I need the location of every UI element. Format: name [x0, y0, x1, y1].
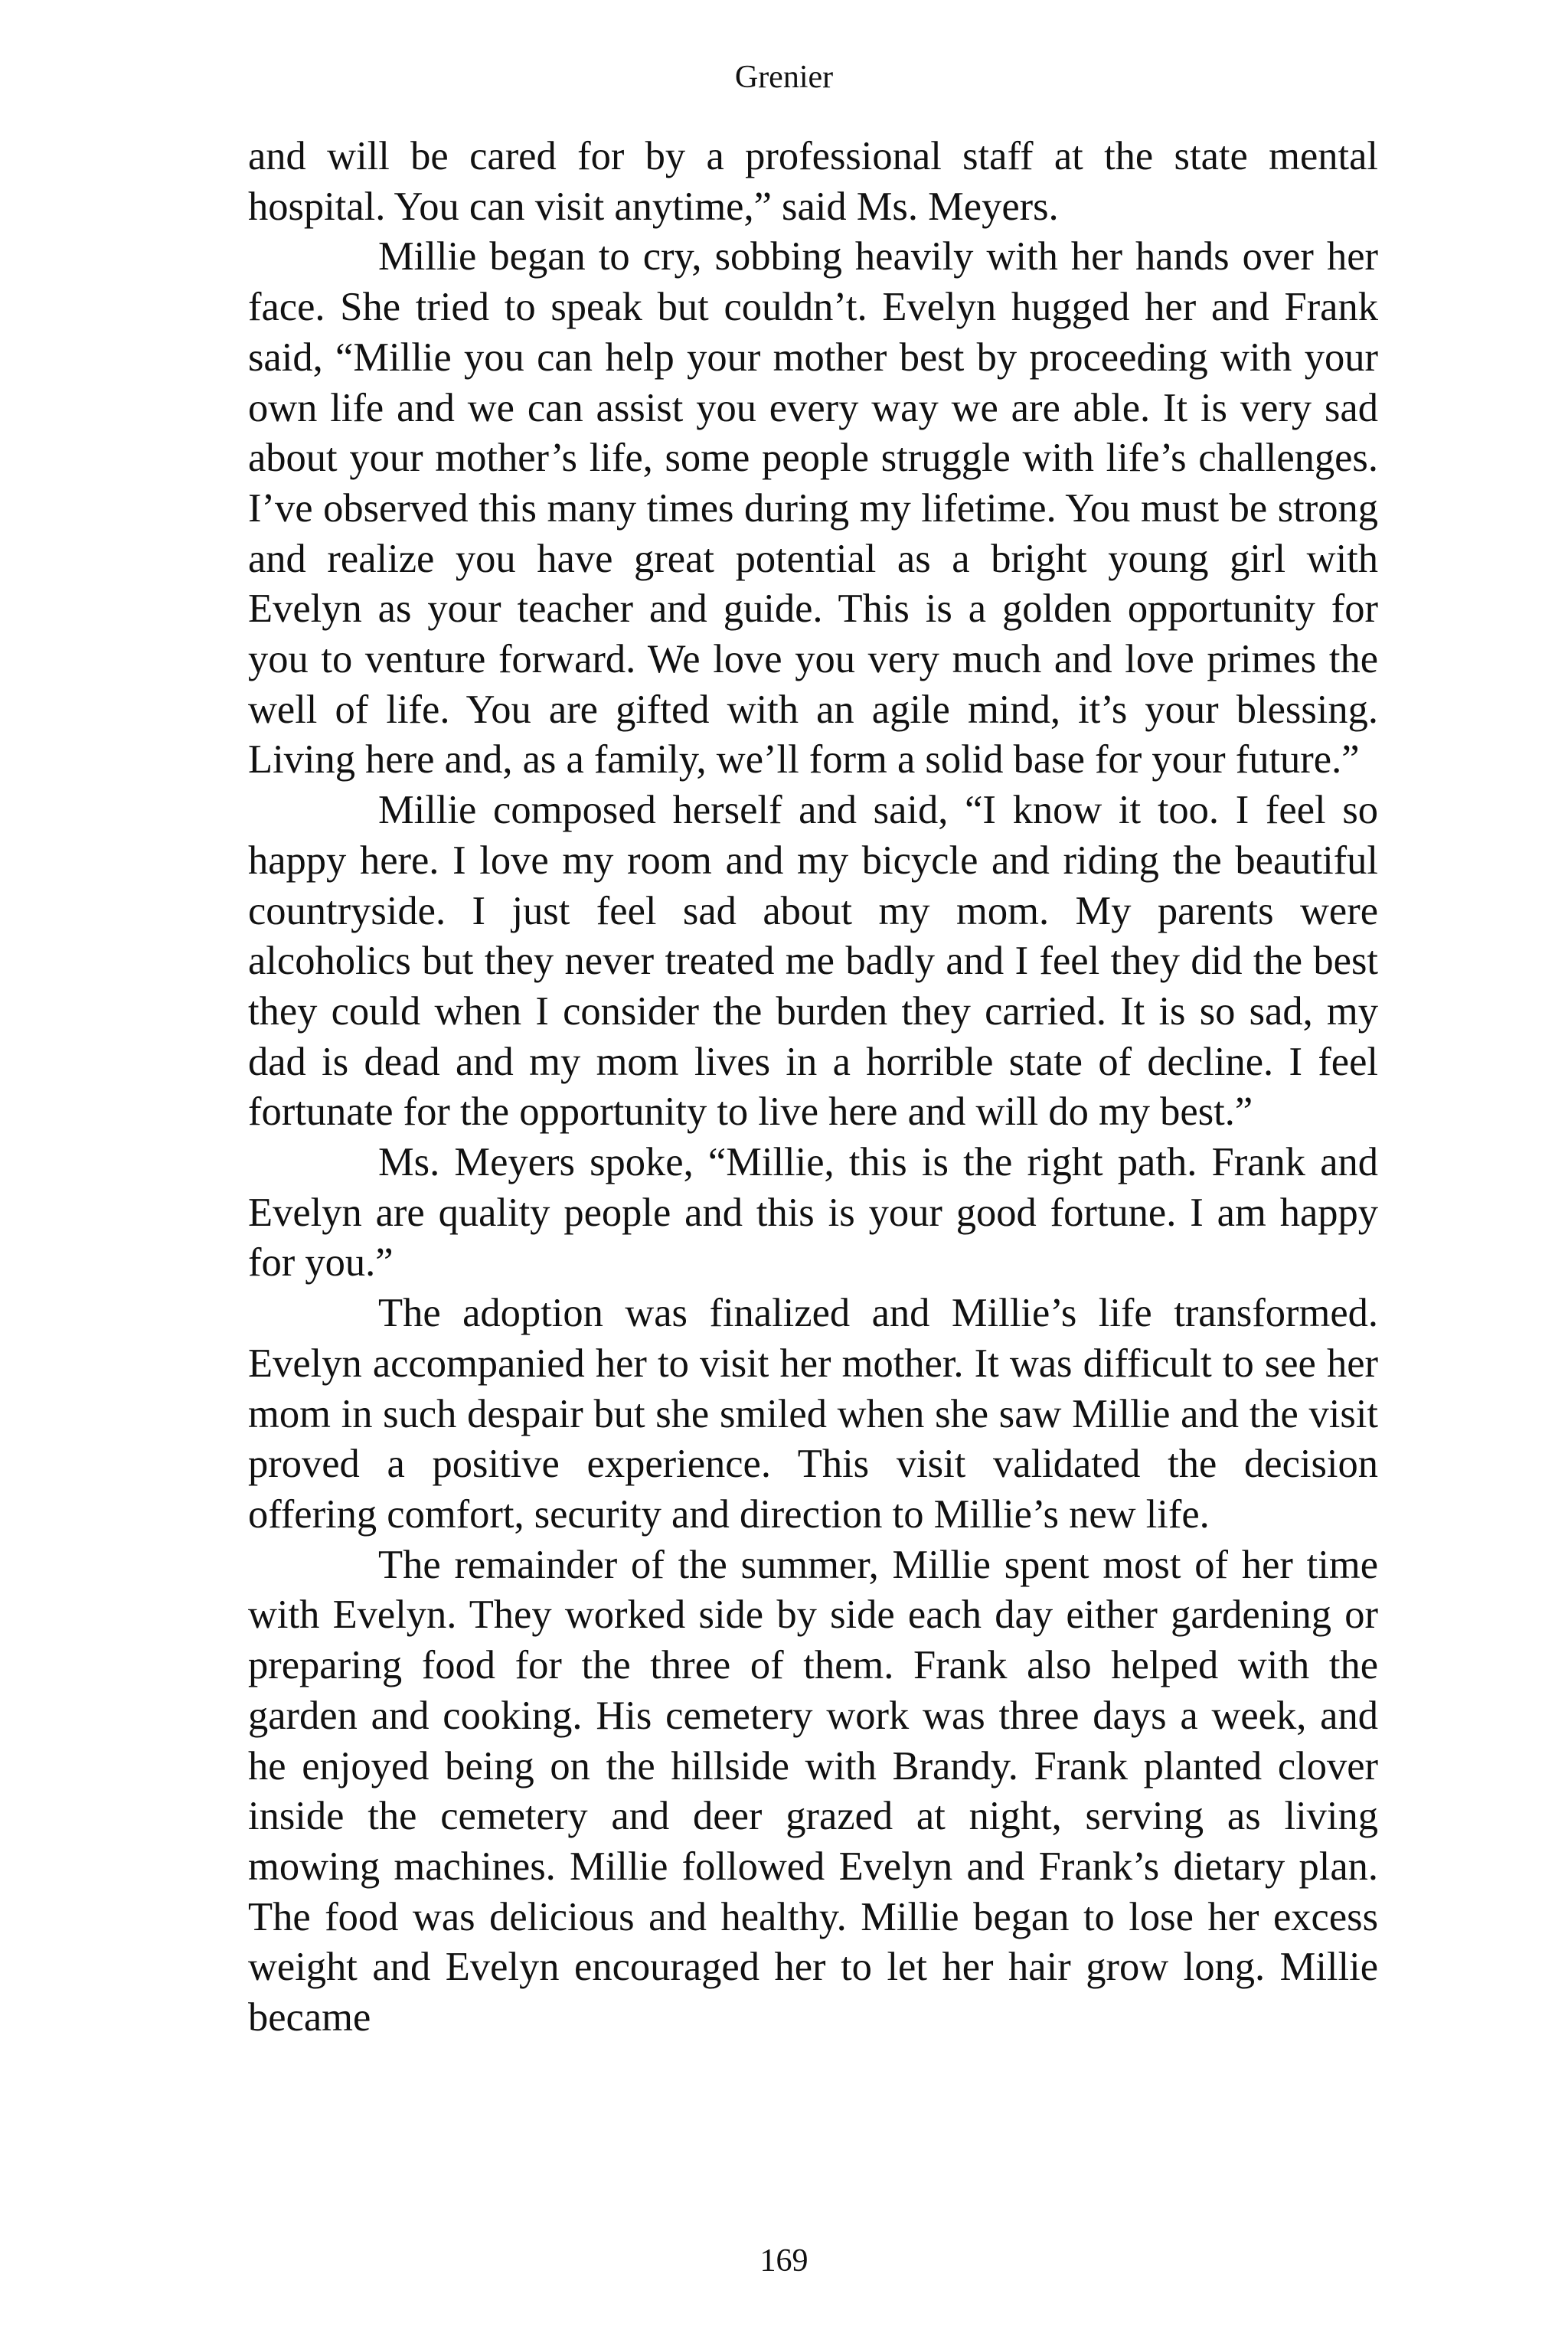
body-text [248, 132, 1378, 2043]
paragraph: Millie composed herself and said, “I know it too. I feel so happy here. I love my room and my bicycle and riding the beautiful countryside. I just feel sad about my mom. My parents were alcoholics but they never treated me badly and I feel they did the best they could when I consider the burden they carried. It is so sad, my dad is dead and my mom lives in a horrible state of decline. I feel fortunate for the opportunity to live here and will do my best.” [248, 788, 1378, 1135]
running-head: Grenier [734, 60, 834, 95]
page-number: 169 [760, 2243, 808, 2278]
paragraph: The remainder of the summer, Millie spent most of her time with Evelyn. They worked side by side each day either gardening or preparing food for the three of them. Frank also helped with the garden and cooking. His cemetery work was three days a week, and he enjoyed being on the hillside with Brandy. Frank planted clover inside the cemetery and deer grazed at night, serving as living mowing machines. Millie followed Evelyn and Frank’s dietary plan. The food was delicious and healthy. Millie began to lose her excess weight and Evelyn encouraged her to let her hair grow long. Millie became [248, 1542, 1378, 2040]
paragraph-continued: and will be cared for by a professional staff at the state mental hospital. You can visit anytime,” said Ms. Meyers. [248, 134, 1378, 229]
paragraph: Ms. Meyers spoke, “Millie, this is the right path. Frank and Evelyn are quality people and this is your good fortune. I am happy for you.” [248, 1140, 1378, 1285]
paragraph: Millie began to cry, sobbing heavily with her hands over her face. She tried to speak but couldn’t. Evelyn hugged her and Frank said, “Millie you can help your mother best by proceeding with your own life and we can assist you every way we are able. It is very sad about your mother’s life, some people struggle with life’s challenges. I’ve observed this many times during my lifetime. You must be strong and realize you have great potential as a bright young girl with Evelyn as your teacher and guide. This is a golden opportunity for you to venture forward. We love you very much and love primes the well of life. You are gifted with an agile mind, it’s your blessing. Living here and, as a family, we’ll form a solid base for your future.” [248, 234, 1378, 782]
paragraph: The adoption was finalized and Millie’s life transformed. Evelyn accompanied her to visit her mother. It was difficult to see her mom in such despair but she smiled when she saw Millie and the visit proved a positive experience. This visit validated the decision offering comfort, security and direction to Millie’s new life. [248, 1291, 1378, 1537]
